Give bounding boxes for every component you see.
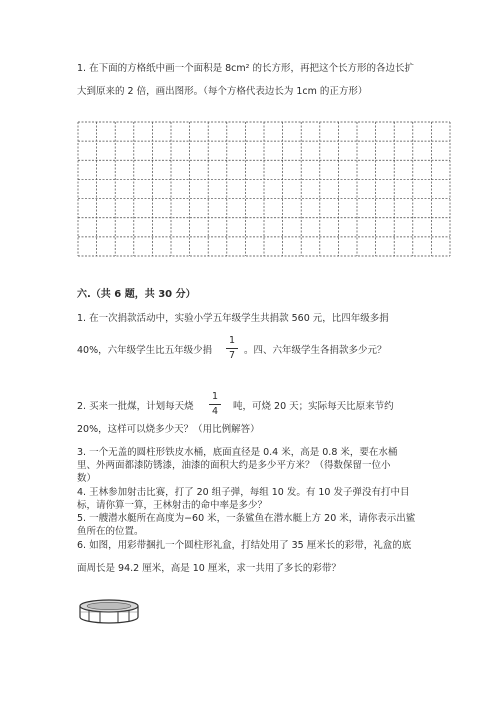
p3-line-3: 数）	[77, 473, 97, 484]
fraction-denominator: 4	[211, 406, 219, 417]
p3-line-2: 里、外两面都漆防锈漆，油漆的面积大约是多少平方米？（得数保留一位小	[77, 460, 391, 471]
fraction-numerator: 1	[228, 335, 236, 346]
p1-line-1: 1. 在一次捐款活动中，实验小学五年级学生共捐款 560 元，比四年级多捐	[77, 313, 389, 324]
cylinder-gift-box-illustration	[78, 598, 140, 626]
grid-paper	[77, 121, 451, 257]
q1-line-1: 1. 在下面的方格纸中画一个面积是 8cm² 的长方形，再把这个长方形的各边长扩	[77, 63, 414, 74]
fraction-numerator: 1	[211, 391, 219, 402]
p5-line-1: 5. 一艘潜水艇所在高度为−60 米，一条鲨鱼在潜水艇上方 20 米，请你表示出鲨	[77, 513, 416, 524]
p2-line-2: 20%，这样可以烧多少天？（用比例解答）	[77, 424, 260, 435]
q1-line-2: 大到原来的 2 倍，画出图形。（每个方格代表边长为 1cm 的正方形）	[77, 86, 368, 97]
p1-line-2b: 。四、六年级学生各捐款多少元？	[244, 345, 387, 356]
fraction-denominator: 7	[228, 350, 236, 361]
p2-line-1b: 吨，可烧 20 天；实际每天比原来节约	[233, 401, 394, 412]
p5-line-2: 鱼所在的位置。	[77, 526, 144, 537]
fraction-one-seventh	[226, 335, 238, 362]
p2-line-1a: 2. 买来一批煤，计划每天烧	[77, 401, 194, 412]
fraction-bar	[209, 404, 221, 405]
fraction-one-quarter	[209, 391, 221, 418]
p1-line-2a: 40%，六年级学生比五年级少捐	[77, 345, 213, 356]
p3-line-1: 3. 一个无盖的圆柱形铁皮水桶，底面直径是 0.4 米，高是 0.8 米，要在水桶	[77, 447, 398, 458]
p4-line-1: 4. 王林参加射击比赛，打了 20 组子弹，每组 10 发。有 10 发子弹没有打中目	[77, 487, 410, 498]
p4-line-2: 标，请你算一算，王林射击的命中率是多少？	[77, 500, 268, 511]
p6-line-2: 面周长是 94.2 厘米，高是 10 厘米，求一共用了多长的彩带？	[77, 563, 341, 574]
fraction-bar	[226, 348, 238, 349]
section-heading: 六.（共 6 题，共 30 分）	[77, 289, 196, 300]
p6-line-1: 6. 如图，用彩带捆扎一个圆柱形礼盒，打结处用了 35 厘米长的彩带，礼盒的底	[77, 540, 412, 551]
